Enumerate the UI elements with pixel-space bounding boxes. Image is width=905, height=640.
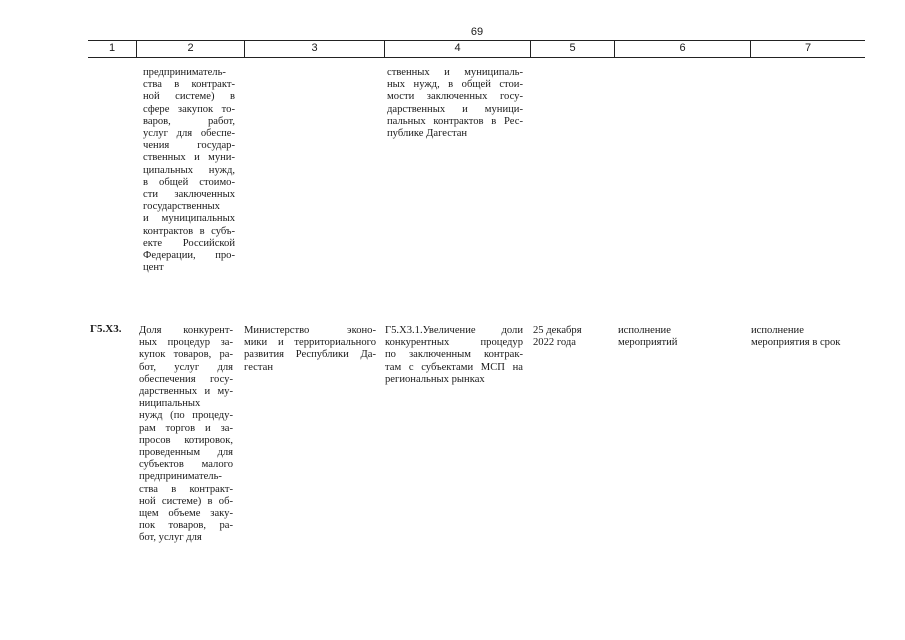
continued-indicator-name — [387, 67, 523, 140]
text-line: обеспечения госу- — [139, 373, 233, 385]
text-line: проведенным для — [139, 447, 233, 459]
column-header-1: 1 — [108, 42, 116, 54]
text-line: Доля конкурент- — [139, 325, 233, 336]
text-line: ных нужд, в общей стои- — [387, 79, 523, 91]
text-line: ства в контракт- — [143, 79, 235, 91]
text-line: в общей стоимо- — [143, 176, 235, 188]
column-header-6: 6 — [614, 41, 750, 57]
text-line: ной системе) в об- — [139, 495, 233, 507]
indicator-description — [139, 325, 233, 545]
text-line: предприниматель- — [143, 67, 226, 78]
text-line: купок товаров, ра- — [139, 349, 233, 361]
text-line: ниципальных — [139, 398, 201, 410]
text-line: бот, услуг для — [139, 532, 202, 544]
text-line: просов котировок, — [139, 434, 233, 446]
text-line: услуг для обеспе- — [143, 128, 235, 140]
table-header-row — [88, 40, 865, 58]
text-line: Г5.Х3.1.Увеличение доли — [385, 325, 523, 336]
text-line: сти заключенных — [143, 189, 235, 201]
column-header-5: 5 — [530, 41, 614, 57]
text-line: ственных и муни- — [143, 152, 235, 164]
text-line: рам торгов и за- — [139, 422, 233, 434]
text-line: исполнение — [751, 325, 804, 336]
text-line: Министерство эконо- — [244, 325, 376, 336]
text-line: контрактов в субъ- — [143, 225, 235, 237]
result-text — [618, 325, 728, 349]
text-line: чения государ- — [143, 140, 235, 152]
text-line: варов, работ, — [143, 115, 235, 127]
text-line: ства в контракт- — [139, 483, 233, 495]
column-header-7: 7 — [750, 41, 865, 57]
text-line: сфере закупок то- — [143, 103, 235, 115]
text-line: государственных — [143, 201, 220, 213]
text-line: мероприятий — [618, 337, 678, 349]
text-line: 25 декабря — [533, 325, 582, 336]
text-line: Федерации, про- — [143, 250, 235, 262]
text-line: ных процедур за- — [139, 337, 233, 349]
text-line: развития Республики Да- — [244, 349, 376, 361]
column-header-2: 2 — [136, 41, 244, 57]
continued-indicator-text — [143, 67, 235, 274]
column-header-4: 4 — [384, 41, 530, 57]
text-line: мики и территориального — [244, 337, 376, 349]
text-line: там с субъектами МСП на — [385, 361, 523, 373]
row-code: Г5.Х3. — [90, 323, 122, 335]
text-line: мероприятия в срок — [751, 337, 841, 349]
text-line: бот, услуг для — [139, 361, 233, 373]
text-line: предприниматель- — [139, 471, 222, 483]
text-line: субъектов малого — [139, 459, 233, 471]
measure-description — [385, 325, 523, 386]
text-line: щем объеме заку- — [139, 508, 233, 520]
text-line: конкурентных процедур — [385, 337, 523, 349]
text-line: 2022 года — [533, 337, 577, 349]
column-header-3: 3 — [244, 41, 384, 57]
text-line: исполнение — [618, 325, 671, 336]
text-line: ной системе) в — [143, 91, 235, 103]
text-line: нужд (по процеду- — [139, 410, 233, 422]
page-number: 69 — [470, 26, 484, 38]
text-line: по заключенным контрак- — [385, 349, 523, 361]
text-line: ципальных нужд, — [143, 164, 235, 176]
text-line: гестан — [244, 361, 274, 373]
text-line: региональных рынках — [385, 373, 485, 385]
text-line: пальных контрактов в Рес- — [387, 115, 523, 127]
text-line: екте Российской — [143, 237, 235, 249]
control-indicator — [751, 325, 861, 349]
text-line: цент — [143, 262, 164, 274]
responsible-executor — [244, 325, 376, 374]
text-line: ственных и муниципаль- — [387, 67, 523, 78]
text-line: и муниципальных — [143, 213, 235, 225]
text-line: дарственных и муници- — [387, 103, 523, 115]
deadline-date — [533, 325, 603, 349]
text-line: публике Дагестан — [387, 128, 468, 140]
text-line: пок товаров, ра- — [139, 520, 233, 532]
text-line: дарственных и му- — [139, 386, 233, 398]
text-line: мости заключенных госу- — [387, 91, 523, 103]
